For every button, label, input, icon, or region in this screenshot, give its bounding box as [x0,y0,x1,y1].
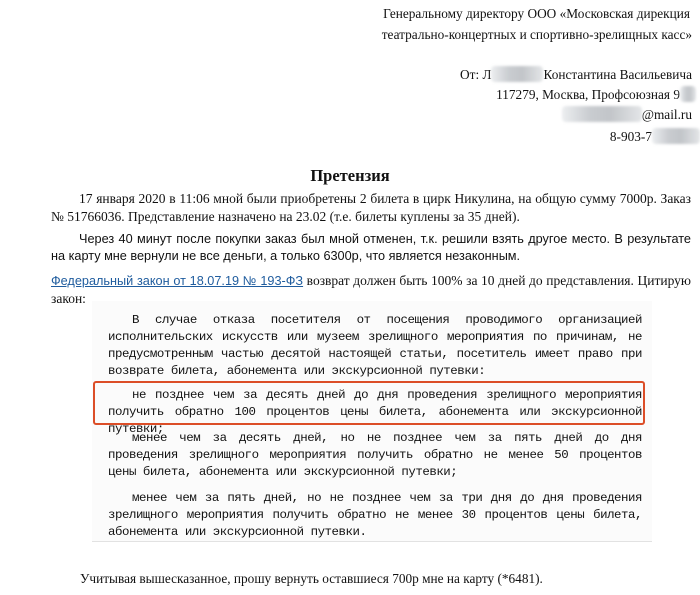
paragraph-purchase: 17 января 2020 в 11:06 мной были приобретены 2 билета в цирк Никулина, на общую сумму 7000р. Заказ № 51766036. Представление назначено на 23.02 (т.е. билеты куплены за 35 дней). [51,191,691,224]
highlight-box [93,381,645,425]
document-title: Претензия [310,166,390,185]
sender-prefix: От: Л [460,67,492,82]
sender-phone: 8-903-7 [610,128,700,145]
quote-100-percent: не позднее чем за десять дней до дня проведения зрелищного мероприятия получить обратно 100 процентов цены билета, абонемента или экскурсионной путевки; [108,388,642,436]
quote-intro: В случае отказа посетителя от посещения проводимого организацией исполнительских искусств или музеем зрелищного мероприятия по причинам, не предусмотренным частью десятой настоящей статьи, посетитель имеет право при возврате билета, абонемента или экскурсионной путевки: [108,313,642,378]
redacted-surname [491,66,543,82]
law-link[interactable]: Федеральный закон от 18.07.19 № 193-ФЗ [51,274,304,288]
recipient-line-1: Генеральному директору ООО «Московская дирекция [383,6,690,21]
recipient-line-2: театрально-концертных и спортивно-зрелищных касс» [381,27,692,42]
quote-30-percent: менее чем за пять дней, но не позднее чем за три дня до дня проведения зрелищного мероприятия получить обратно не менее 30 процентов цены билета, абонемента или экскурсионной путевки. [108,491,642,539]
quote-50-percent: менее чем за десять дней, но не позднее чем за пять дней до дня проведения зрелищного мероприятия получить обратно не менее 50 процентов цены билета, абонемента или экскурсионной путевки; [108,431,642,479]
redacted-address [680,86,696,102]
closing-request: Учитывая вышесказанное, прошу вернуть оставшиеся 700р мне на карту (*6481). [80,571,543,586]
sender-line [460,66,692,83]
redacted-email [562,106,642,122]
sender-address: 117279, Москва, Профсоюзная 9 [496,86,696,103]
sender-name: Константина Васильевича [543,67,692,82]
paragraph-refund: Через 40 минут после покупки заказ был мной отменен, т.к. решили взять другое место. В результате на карту мне вернули не все деньги, а только 6300р, что является незаконным. [51,232,691,263]
redacted-phone [652,128,700,144]
sender-email: @mail.ru [562,106,692,123]
paragraph-law: Федеральный закон от 18.07.19 № 193-ФЗ возврат должен быть 100% за 10 дней до представления. Цитирую закон: [51,273,691,306]
